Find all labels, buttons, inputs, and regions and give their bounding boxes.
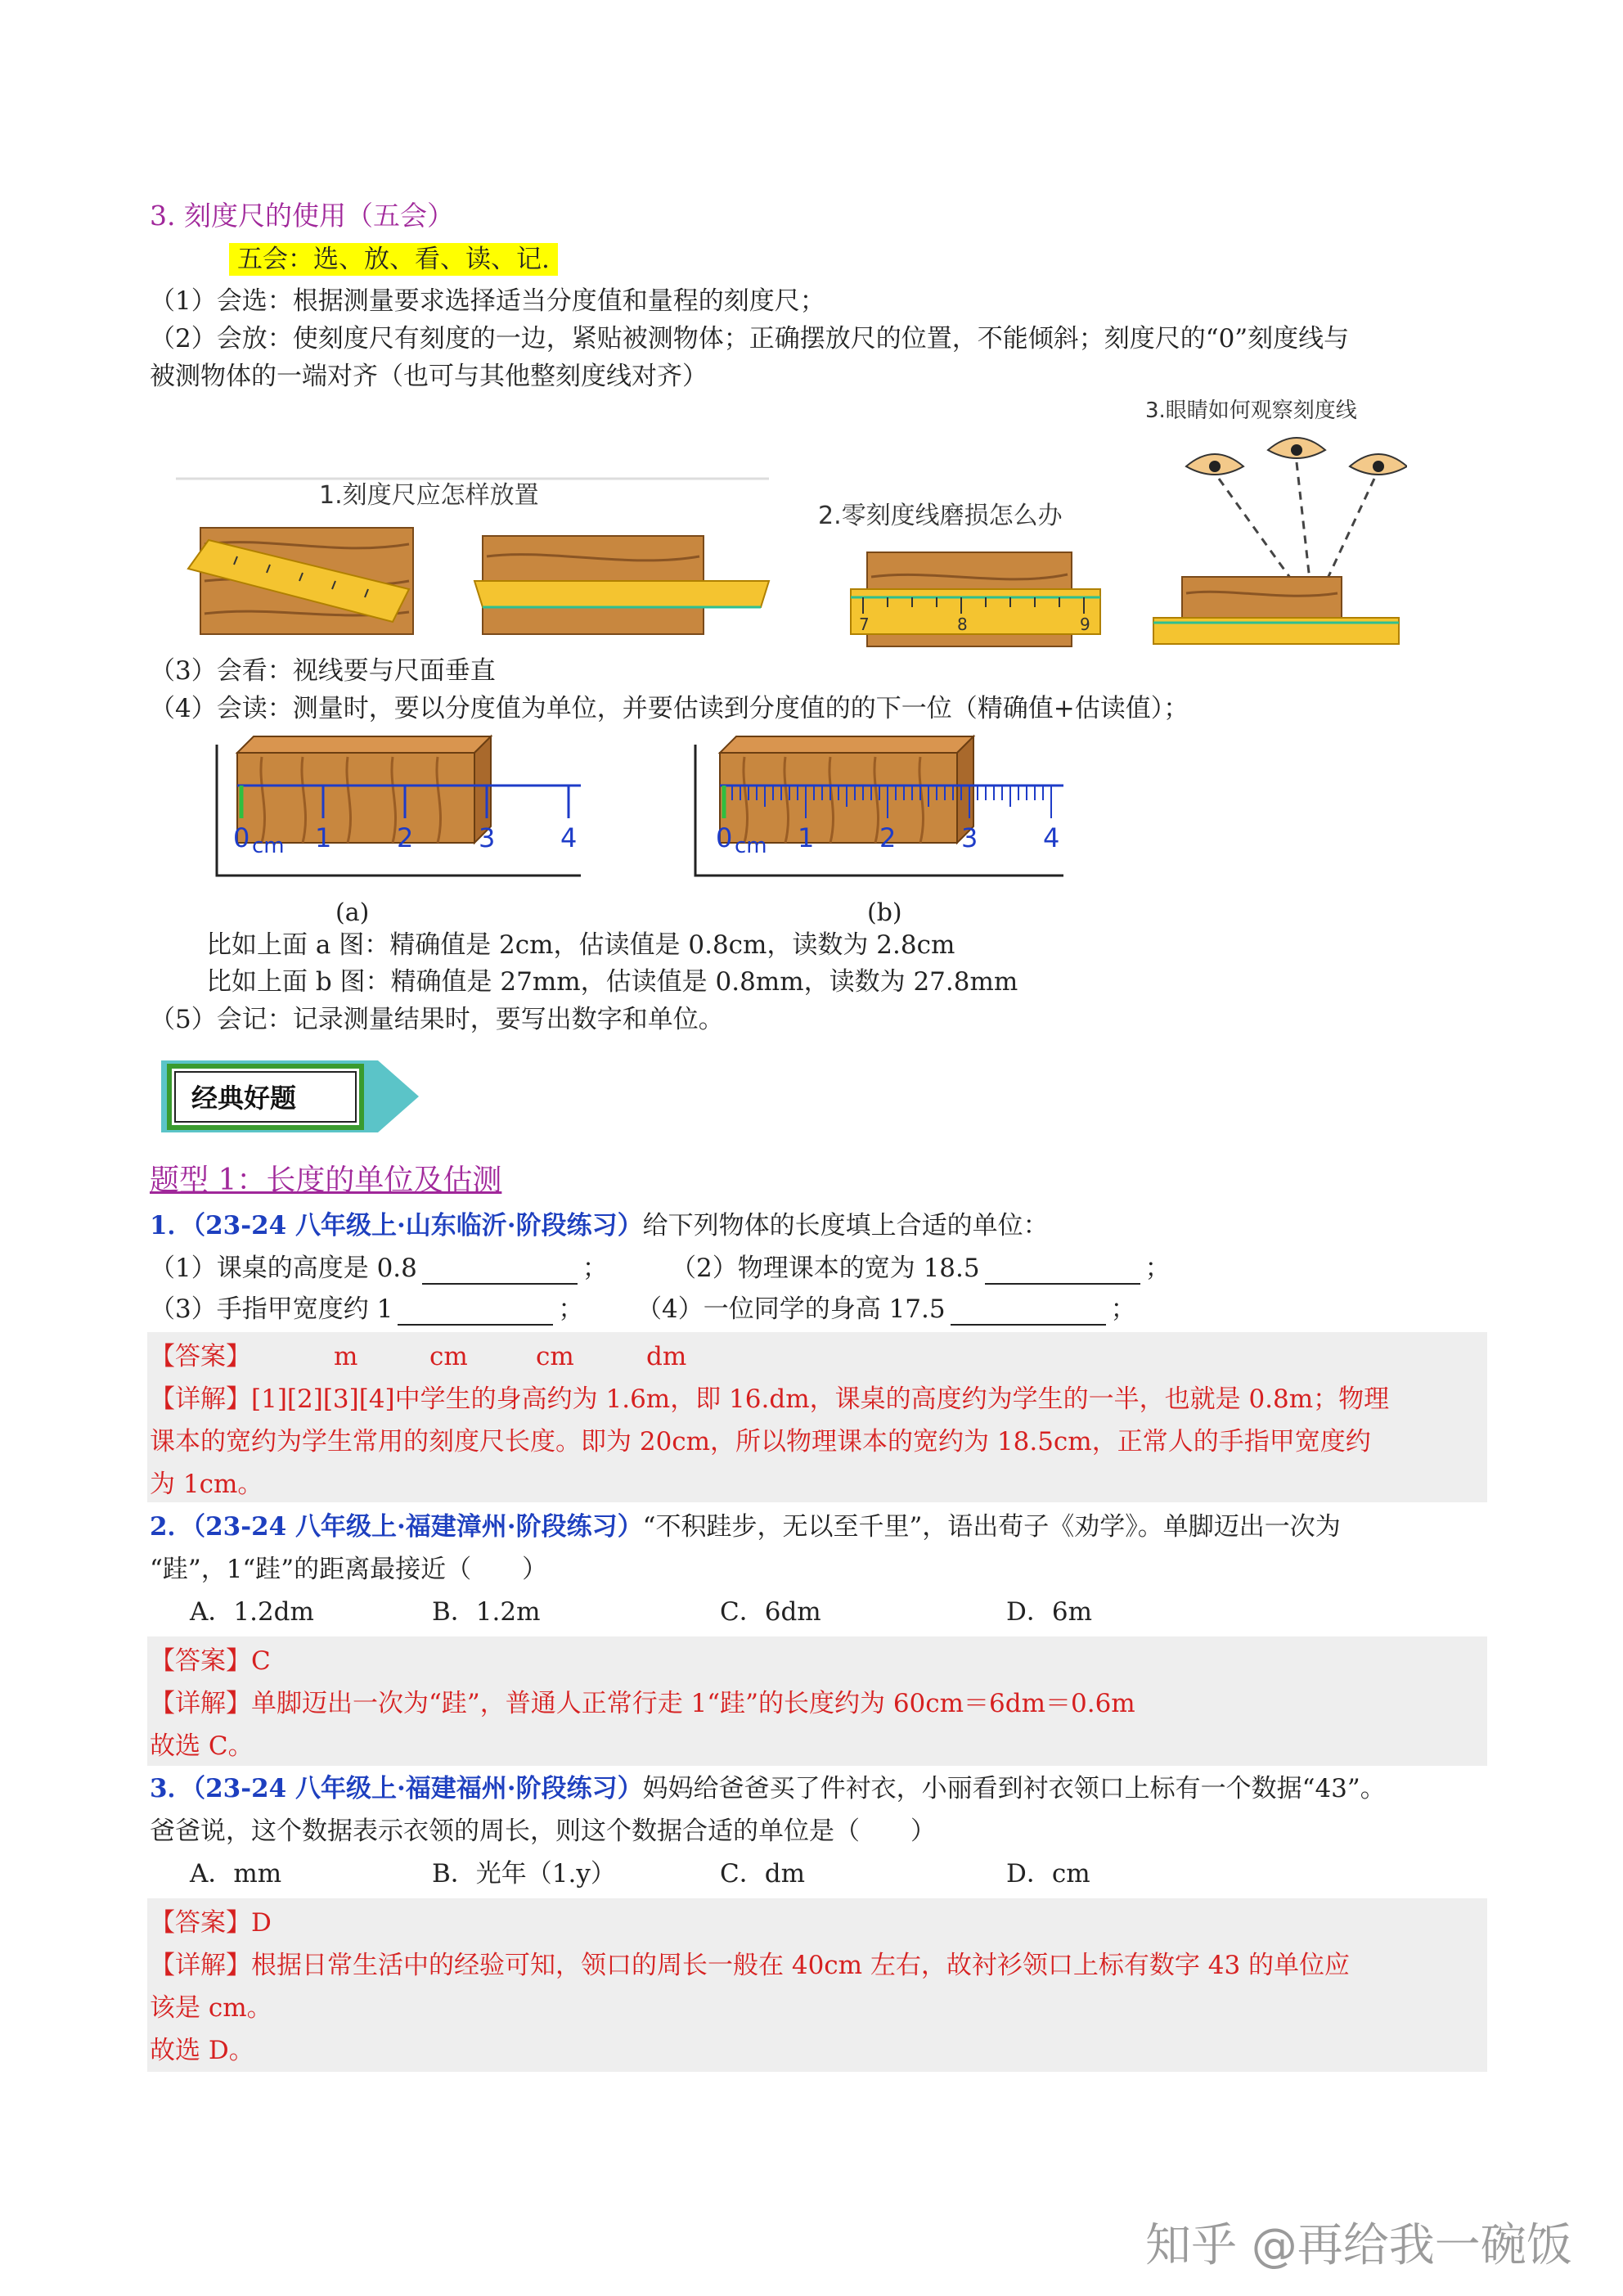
q2-option-b: B．1.2m [432, 1597, 541, 1627]
q3-explain-2: 该是 cm。 [150, 1993, 272, 2023]
figB-tick-label: 1 [798, 822, 815, 853]
q1-answer-1: m [334, 1342, 358, 1371]
q3-choose: 故选 D。 [150, 2036, 254, 2065]
five-skills-highlight: 五会：选、放、看、读、记. [229, 243, 558, 276]
q2-option-d: D．6m [1006, 1597, 1092, 1627]
q1-answer-4: dm [646, 1342, 687, 1371]
figB-tick-label: 3 [961, 822, 978, 853]
q1-answer-2: cm [429, 1342, 468, 1371]
ruler-placement-figures [172, 393, 1407, 655]
reading-example-figures [205, 728, 1088, 925]
q1-answer: 【答案】 [150, 1342, 251, 1371]
figA-label: (a) [335, 898, 370, 925]
q1-explain-3: 为 1cm。 [150, 1470, 263, 1499]
figB-tick-label: 2 [879, 822, 897, 853]
example-b: 比如上面 b 图：精确值是 27mm，估读值是 0.8mm，读数为 27.8mm [206, 967, 1018, 997]
q1-answer-3: cm [536, 1342, 574, 1371]
fig1-label: 1.刻度尺应怎样放置 [319, 481, 539, 510]
example-a: 比如上面 a 图：精确值是 2cm，估读值是 0.8cm，读数为 2.8cm [206, 930, 955, 960]
banner-text: 经典好题 [191, 1083, 297, 1114]
q1-row2-right: （4）一位同学的身高 17.5 ； [636, 1294, 1136, 1324]
section-title: 3. 刻度尺的使用（五会） [150, 200, 454, 232]
fig2-tick-label: 7 [859, 615, 870, 634]
q3-stem-2: 爸爸说，这个数据表示衣领的周长，则这个数据合适的单位是（ ） [150, 1817, 936, 1846]
figA-tick-label: 2 [397, 822, 414, 853]
type-title: 题型 1：长度的单位及估测 [150, 1164, 502, 1197]
skill-place-2: 被测物体的一端对齐（也可与其他整刻度线对齐） [150, 362, 708, 391]
q3-option-c: C．dm [720, 1859, 805, 1889]
skill-read: （4）会读：测量时，要以分度值为单位，并要估读到分度值的的下一位（精确值+估读值）； [150, 694, 1189, 723]
fig2-tick-label: 9 [1080, 615, 1090, 634]
fig3-label: 3.眼睛如何观察刻度线 [1145, 398, 1357, 423]
watermark: 知乎 @再给我一碗饭 [1145, 2219, 1572, 2272]
q2-stem-2: “跬”，1“跬”的距离最接近（ ） [150, 1555, 548, 1584]
figB-tick-label: 4 [1043, 822, 1060, 853]
q3-option-b: B．光年（1.y） [432, 1859, 616, 1889]
figA-unit: cm [252, 834, 285, 858]
figA-tick-label: 0 [233, 822, 250, 853]
skill-record: （5）会记：记录测量结果时，要写出数字和单位。 [150, 1005, 724, 1034]
fig2-label: 2.零刻度线磨损怎么办 [818, 502, 1063, 530]
q2-option-c: C．6dm [720, 1597, 821, 1627]
q3-option-d: D．cm [1006, 1859, 1090, 1889]
skill-place-1: （2）会放：使刻度尺有刻度的一边，紧贴被测物体；正确摆放尺的位置，不能倾斜；刻度尺的“0”刻度线与 [150, 324, 1350, 353]
q1-row1: （1）课桌的高度是 0.8 ； [150, 1254, 608, 1283]
figA-tick-label: 3 [479, 822, 496, 853]
q2-answer: 【答案】C [150, 1646, 271, 1676]
q1-row2: （3）手指甲宽度约 1 ； [150, 1294, 584, 1324]
q2-choose: 故选 C。 [150, 1731, 254, 1761]
fig2-tick-label: 8 [957, 615, 968, 634]
classic-problems-banner [157, 1054, 427, 1140]
figB-unit: cm [735, 834, 767, 858]
q1-stem: 1．（23-24 八年级上·山东临沂·阶段练习）给下列物体的长度填上合适的单位： [150, 1211, 1049, 1240]
figB-label: (b) [867, 898, 902, 925]
q2-option-a: A．1.2dm [190, 1597, 314, 1627]
figA-tick-label: 4 [560, 822, 578, 853]
q1-explain-1: 【详解】[1][2][3][4]中学生的身高约为 1.6m，即 16.dm，课桌的高度约为学生的一半，也就是 0.8m；物理 [150, 1384, 1390, 1414]
figB-tick-label: 0 [716, 822, 733, 853]
q3-solution-box [147, 1898, 1487, 2072]
skill-select: （1）会选：根据测量要求选择适当分度值和量程的刻度尺； [150, 286, 825, 316]
q2-explain: 【详解】单脚迈出一次为“跬”，普通人正常行走 1“跬”的长度约为 60cm＝6dm＝0.6m [150, 1689, 1135, 1718]
q3-stem-1: 3．（23-24 八年级上·福建福州·阶段练习）妈妈给爸爸买了件衬衣，小丽看到衬衣领口上标有一个数据“43”。 [150, 1774, 1386, 1803]
q1-explain-2: 课本的宽约为学生常用的刻度尺长度。即为 20cm，所以物理课本的宽约为 18.5cm，正常人的手指甲宽度约 [150, 1427, 1371, 1456]
q3-option-a: A．mm [190, 1859, 282, 1889]
q3-explain-1: 【详解】根据日常生活中的经验可知，领口的周长一般在 40cm 左右，故衬衫领口上标有数字 43 的单位应 [150, 1951, 1351, 1980]
q1-row1-right: （2）物理课本的宽为 18.5 ； [671, 1254, 1171, 1283]
skill-look: （3）会看：视线要与尺面垂直 [150, 656, 496, 686]
q2-stem-1: 2．（23-24 八年级上·福建漳州·阶段练习）“不积跬步，无以至千里”，语出荀子《劝学》。单脚迈出一次为 [150, 1512, 1341, 1542]
q3-answer: 【答案】D [150, 1908, 272, 1938]
figA-tick-label: 1 [315, 822, 332, 853]
